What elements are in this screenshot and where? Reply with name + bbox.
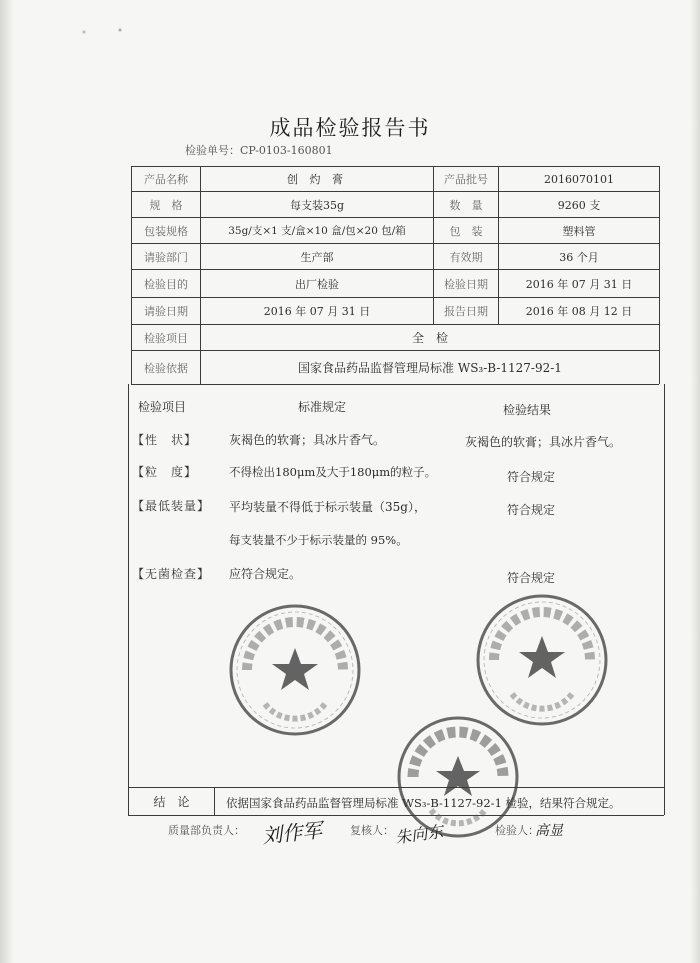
value-request-date: 2016 年 07 月 31 日 xyxy=(263,305,371,318)
stamp-bottom xyxy=(393,712,523,842)
result-value: 符合规定 xyxy=(507,470,556,484)
value-inspection-basis: 国家食品药品监督管理局标准 WS₃-B-1127-92-1 xyxy=(298,361,562,375)
result-item: 【性 状】 xyxy=(132,433,198,447)
signature-reviewer: 朱向东 xyxy=(394,821,445,848)
label-quality-head: 质量部负责人： xyxy=(168,824,245,837)
value-packaging-spec: 35g/支×1 支/盒×10 盒/包×20 包/箱 xyxy=(228,225,406,237)
result-value: 灰褐色的软膏；具冰片香气。 xyxy=(465,435,622,449)
result-standard: 不得检出180μm及大于180μm的粒子。 xyxy=(229,465,437,479)
label-packaging-spec: 包装规格 xyxy=(144,224,188,238)
result-item: 【无菌检查】 xyxy=(132,567,211,581)
label-department: 请验部门 xyxy=(144,250,188,264)
scan-mark xyxy=(60,22,140,42)
result-item: 【粒 度】 xyxy=(132,465,198,479)
value-spec: 每支装35g xyxy=(289,198,345,212)
label-batch-number: 产品批号 xyxy=(444,173,488,186)
report-title: 成品检验报告书 xyxy=(269,116,431,140)
stamp-right xyxy=(472,590,612,730)
scan-edge-right xyxy=(690,0,700,963)
label-spec: 规 格 xyxy=(149,198,183,212)
label-conclusion: 结 论 xyxy=(153,795,190,809)
results-header-item: 检验项目 xyxy=(138,400,187,414)
value-packaging: 塑料管 xyxy=(562,224,596,238)
result-item: 【最低装量】 xyxy=(132,499,211,513)
results-header-result: 检验结果 xyxy=(503,403,552,417)
label-quantity: 数 量 xyxy=(449,198,483,212)
result-standard: 应符合规定。 xyxy=(229,567,302,581)
value-conclusion: 依据国家食品药品监督管理局标准 WS₃-B-1127-92-1 检验，结果符合规定。 xyxy=(226,796,621,810)
label-validity: 有效期 xyxy=(449,250,483,264)
doc-number: 检验单号：CP-0103-160801 xyxy=(185,144,333,157)
label-purpose: 检验目的 xyxy=(144,277,188,291)
value-department: 生产部 xyxy=(300,250,334,264)
label-inspection-basis: 检验依据 xyxy=(144,361,188,375)
signature-inspector: 高显 xyxy=(535,823,563,839)
label-inspector: 检验人： xyxy=(495,824,539,837)
result-value: 符合规定 xyxy=(507,503,556,517)
label-packaging: 包 装 xyxy=(449,224,483,238)
scan-edge-left xyxy=(0,0,14,963)
label-inspection-date: 检验日期 xyxy=(444,277,488,291)
result-standard: 平均装量不得低于标示装量（35g）， xyxy=(229,500,426,514)
result-standard: 灰褐色的软膏；具冰片香气。 xyxy=(229,433,386,447)
result-value: 符合规定 xyxy=(507,571,556,585)
results-header-standard: 标准规定 xyxy=(298,400,347,414)
label-request-date: 请验日期 xyxy=(144,305,188,318)
value-product-name: 创 灼 膏 xyxy=(287,173,347,186)
value-validity: 36 个月 xyxy=(559,250,599,264)
value-batch-number: 2016070101 xyxy=(544,172,614,186)
value-inspection-date: 2016 年 07 月 31 日 xyxy=(525,277,633,291)
label-report-date: 报告日期 xyxy=(444,305,488,318)
label-reviewer: 复核人： xyxy=(350,824,394,837)
stamp-left xyxy=(225,600,365,740)
label-inspection-item: 检验项目 xyxy=(144,331,188,345)
value-purpose: 出厂检验 xyxy=(295,277,339,291)
result-standard: 每支装量不少于标示装量的 95%。 xyxy=(229,533,408,547)
value-quantity: 9260 支 xyxy=(557,198,601,212)
label-product-name: 产品名称 xyxy=(144,173,188,186)
value-inspection-item: 全 检 xyxy=(411,331,448,345)
signature-quality-head: 刘作军 xyxy=(261,817,324,849)
value-report-date: 2016 年 08 月 12 日 xyxy=(525,305,633,318)
